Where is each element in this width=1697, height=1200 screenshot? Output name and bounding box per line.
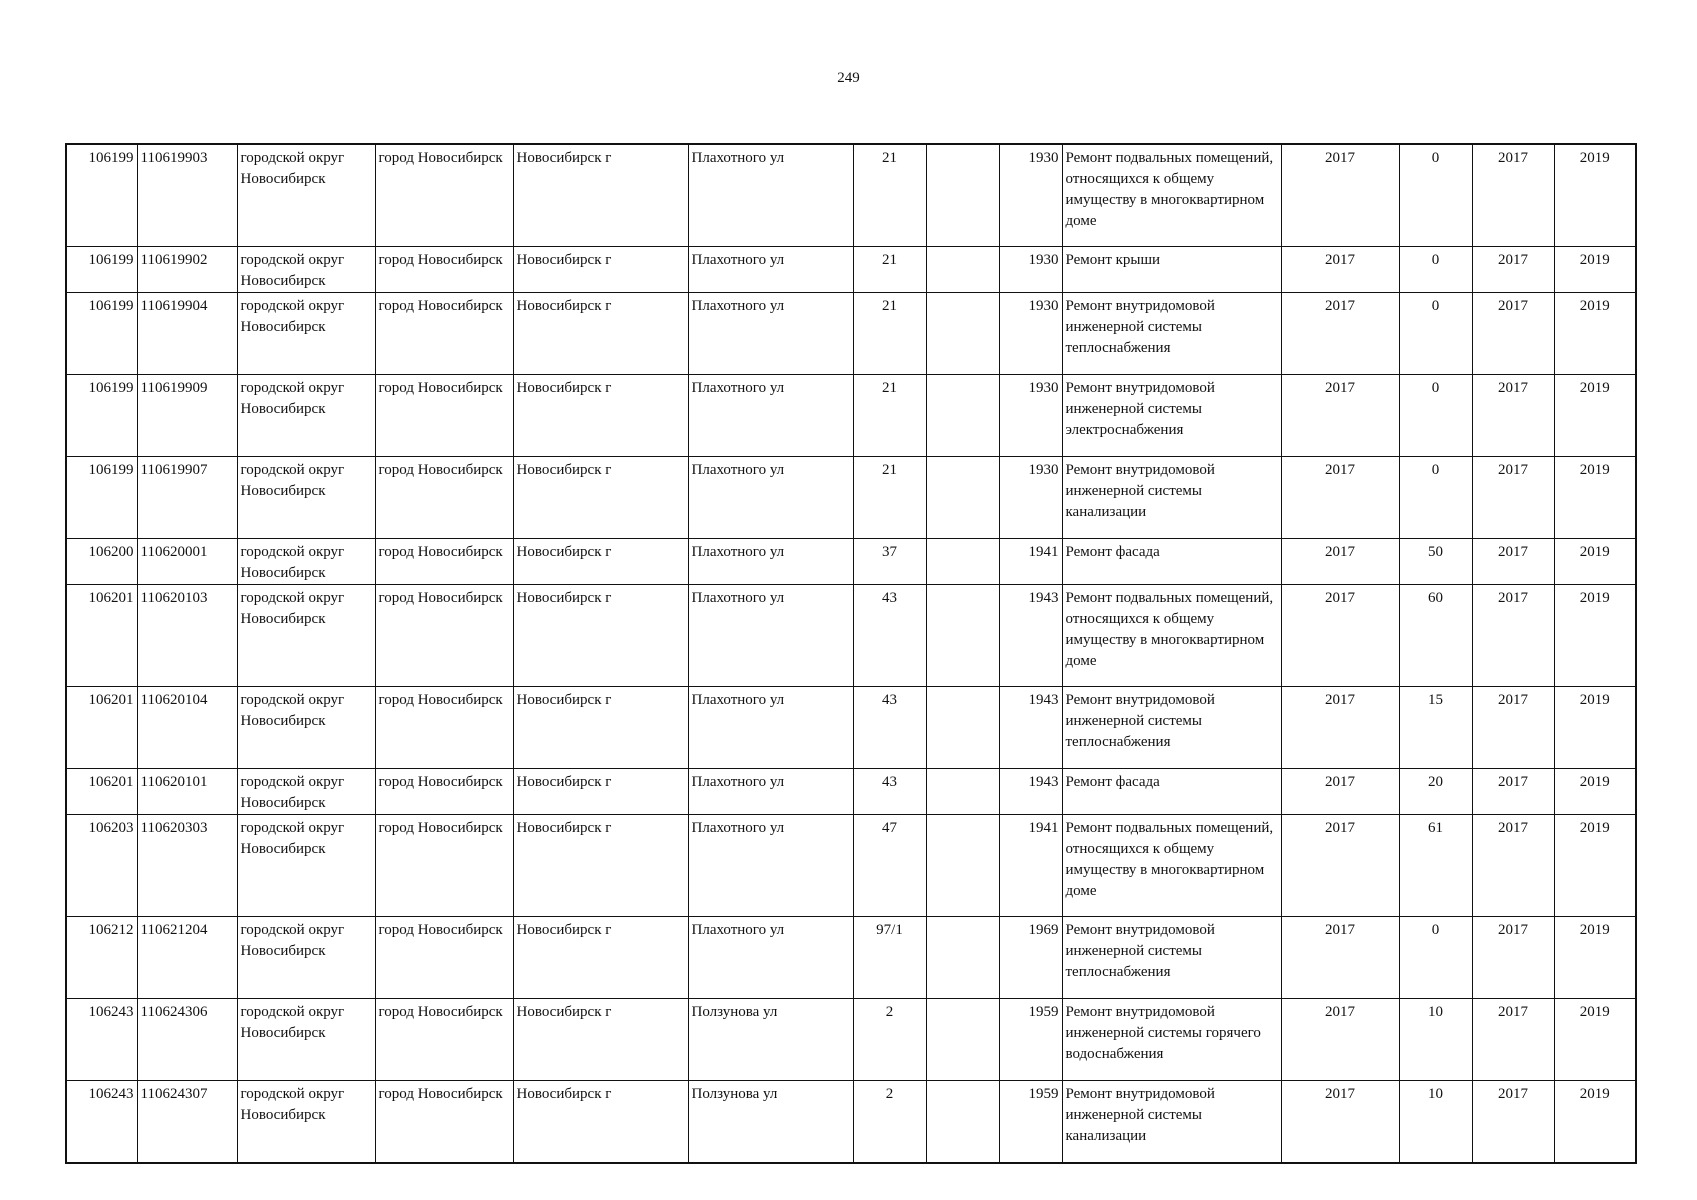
cell-locality: город Новосибирск xyxy=(375,293,513,375)
cell-city: Новосибирск г xyxy=(513,539,688,585)
cell-district: городской округ Новосибирск xyxy=(237,247,375,293)
cell-locality: город Новосибирск xyxy=(375,144,513,247)
cell-code: 110620101 xyxy=(137,769,237,815)
cell-house: 2 xyxy=(853,999,926,1081)
cell-plan-year: 2017 xyxy=(1281,769,1399,815)
cell-street: Плахотного ул xyxy=(688,687,853,769)
cell-end: 2019 xyxy=(1554,815,1636,917)
cell-id: 106200 xyxy=(66,539,137,585)
cell-house: 21 xyxy=(853,457,926,539)
cell-street: Плахотного ул xyxy=(688,144,853,247)
cell-building xyxy=(926,999,999,1081)
cell-end: 2019 xyxy=(1554,1081,1636,1164)
cell-city: Новосибирск г xyxy=(513,917,688,999)
cell-wear: 20 xyxy=(1399,769,1472,815)
cell-year: 1930 xyxy=(999,293,1062,375)
cell-year: 1930 xyxy=(999,247,1062,293)
cell-start: 2017 xyxy=(1472,375,1554,457)
cell-work: Ремонт подвальных помещений, относящихся к общему имуществу в многоквартирном доме xyxy=(1062,585,1281,687)
cell-end: 2019 xyxy=(1554,539,1636,585)
cell-house: 21 xyxy=(853,247,926,293)
cell-street: Плахотного ул xyxy=(688,457,853,539)
cell-wear: 10 xyxy=(1399,1081,1472,1164)
cell-year: 1959 xyxy=(999,999,1062,1081)
cell-work: Ремонт внутридомовой инженерной системы теплоснабжения xyxy=(1062,687,1281,769)
cell-city: Новосибирск г xyxy=(513,1081,688,1164)
table-row xyxy=(66,815,1636,917)
cell-house: 43 xyxy=(853,687,926,769)
cell-code: 110621204 xyxy=(137,917,237,999)
cell-wear: 0 xyxy=(1399,293,1472,375)
cell-house: 43 xyxy=(853,585,926,687)
cell-street: Ползунова ул xyxy=(688,1081,853,1164)
cell-plan-year: 2017 xyxy=(1281,999,1399,1081)
cell-district: городской округ Новосибирск xyxy=(237,769,375,815)
cell-code: 110619903 xyxy=(137,144,237,247)
cell-city: Новосибирск г xyxy=(513,293,688,375)
cell-city: Новосибирск г xyxy=(513,375,688,457)
cell-work: Ремонт фасада xyxy=(1062,769,1281,815)
cell-plan-year: 2017 xyxy=(1281,1081,1399,1164)
cell-street: Плахотного ул xyxy=(688,247,853,293)
cell-wear: 0 xyxy=(1399,247,1472,293)
table-row xyxy=(66,375,1636,457)
cell-wear: 15 xyxy=(1399,687,1472,769)
table-row xyxy=(66,247,1636,293)
cell-wear: 0 xyxy=(1399,457,1472,539)
cell-district: городской округ Новосибирск xyxy=(237,585,375,687)
cell-id: 106201 xyxy=(66,585,137,687)
cell-plan-year: 2017 xyxy=(1281,144,1399,247)
cell-end: 2019 xyxy=(1554,585,1636,687)
cell-year: 1969 xyxy=(999,917,1062,999)
cell-locality: город Новосибирск xyxy=(375,999,513,1081)
cell-id: 106199 xyxy=(66,375,137,457)
cell-work: Ремонт внутридомовой инженерной системы теплоснабжения xyxy=(1062,917,1281,999)
cell-id: 106203 xyxy=(66,815,137,917)
cell-house: 43 xyxy=(853,769,926,815)
cell-locality: город Новосибирск xyxy=(375,1081,513,1164)
cell-start: 2017 xyxy=(1472,293,1554,375)
cell-district: городской округ Новосибирск xyxy=(237,1081,375,1164)
cell-city: Новосибирск г xyxy=(513,457,688,539)
cell-locality: город Новосибирск xyxy=(375,375,513,457)
cell-city: Новосибирск г xyxy=(513,247,688,293)
cell-building xyxy=(926,687,999,769)
cell-house: 21 xyxy=(853,375,926,457)
cell-building xyxy=(926,917,999,999)
cell-building xyxy=(926,457,999,539)
cell-year: 1941 xyxy=(999,815,1062,917)
cell-wear: 0 xyxy=(1399,375,1472,457)
cell-year: 1930 xyxy=(999,457,1062,539)
cell-district: городской округ Новосибирск xyxy=(237,293,375,375)
cell-district: городской округ Новосибирск xyxy=(237,539,375,585)
cell-end: 2019 xyxy=(1554,375,1636,457)
cell-id: 106199 xyxy=(66,247,137,293)
cell-work: Ремонт внутридомовой инженерной системы теплоснабжения xyxy=(1062,293,1281,375)
cell-wear: 60 xyxy=(1399,585,1472,687)
cell-plan-year: 2017 xyxy=(1281,375,1399,457)
cell-building xyxy=(926,247,999,293)
repair-registry-table xyxy=(65,143,1637,1164)
cell-end: 2019 xyxy=(1554,293,1636,375)
cell-id: 106201 xyxy=(66,687,137,769)
cell-building xyxy=(926,293,999,375)
cell-street: Плахотного ул xyxy=(688,585,853,687)
cell-start: 2017 xyxy=(1472,585,1554,687)
cell-street: Плахотного ул xyxy=(688,539,853,585)
cell-work: Ремонт крыши xyxy=(1062,247,1281,293)
cell-city: Новосибирск г xyxy=(513,585,688,687)
cell-building xyxy=(926,1081,999,1164)
cell-start: 2017 xyxy=(1472,687,1554,769)
cell-wear: 50 xyxy=(1399,539,1472,585)
cell-start: 2017 xyxy=(1472,917,1554,999)
cell-city: Новосибирск г xyxy=(513,144,688,247)
table-row xyxy=(66,999,1636,1081)
table-row xyxy=(66,1081,1636,1164)
cell-code: 110620104 xyxy=(137,687,237,769)
cell-id: 106201 xyxy=(66,769,137,815)
cell-plan-year: 2017 xyxy=(1281,293,1399,375)
cell-work: Ремонт подвальных помещений, относящихся к общему имуществу в многоквартирном доме xyxy=(1062,815,1281,917)
cell-locality: город Новосибирск xyxy=(375,585,513,687)
cell-year: 1941 xyxy=(999,539,1062,585)
cell-work: Ремонт внутридомовой инженерной системы горячего водоснабжения xyxy=(1062,999,1281,1081)
cell-plan-year: 2017 xyxy=(1281,815,1399,917)
cell-id: 106243 xyxy=(66,999,137,1081)
page-number: 249 xyxy=(837,70,860,86)
cell-end: 2019 xyxy=(1554,247,1636,293)
cell-plan-year: 2017 xyxy=(1281,457,1399,539)
cell-start: 2017 xyxy=(1472,539,1554,585)
cell-house: 47 xyxy=(853,815,926,917)
cell-locality: город Новосибирск xyxy=(375,815,513,917)
cell-work: Ремонт внутридомовой инженерной системы канализации xyxy=(1062,457,1281,539)
cell-district: городской округ Новосибирск xyxy=(237,144,375,247)
cell-wear: 0 xyxy=(1399,144,1472,247)
cell-code: 110619907 xyxy=(137,457,237,539)
cell-house: 2 xyxy=(853,1081,926,1164)
cell-wear: 0 xyxy=(1399,917,1472,999)
cell-plan-year: 2017 xyxy=(1281,687,1399,769)
cell-id: 106212 xyxy=(66,917,137,999)
cell-work: Ремонт внутридомовой инженерной системы электроснабжения xyxy=(1062,375,1281,457)
cell-city: Новосибирск г xyxy=(513,687,688,769)
cell-house: 21 xyxy=(853,144,926,247)
cell-year: 1943 xyxy=(999,585,1062,687)
cell-street: Плахотного ул xyxy=(688,293,853,375)
cell-locality: город Новосибирск xyxy=(375,457,513,539)
cell-id: 106199 xyxy=(66,293,137,375)
cell-year: 1930 xyxy=(999,144,1062,247)
table-row xyxy=(66,539,1636,585)
cell-work: Ремонт внутридомовой инженерной системы канализации xyxy=(1062,1081,1281,1164)
cell-plan-year: 2017 xyxy=(1281,585,1399,687)
cell-code: 110620303 xyxy=(137,815,237,917)
cell-end: 2019 xyxy=(1554,144,1636,247)
cell-year: 1959 xyxy=(999,1081,1062,1164)
cell-district: городской округ Новосибирск xyxy=(237,457,375,539)
cell-city: Новосибирск г xyxy=(513,999,688,1081)
cell-end: 2019 xyxy=(1554,999,1636,1081)
cell-street: Плахотного ул xyxy=(688,917,853,999)
cell-city: Новосибирск г xyxy=(513,815,688,917)
cell-locality: город Новосибирск xyxy=(375,917,513,999)
cell-building xyxy=(926,585,999,687)
table-row xyxy=(66,687,1636,769)
table-row xyxy=(66,917,1636,999)
cell-plan-year: 2017 xyxy=(1281,917,1399,999)
cell-city: Новосибирск г xyxy=(513,769,688,815)
cell-start: 2017 xyxy=(1472,1081,1554,1164)
cell-start: 2017 xyxy=(1472,144,1554,247)
cell-code: 110624307 xyxy=(137,1081,237,1164)
cell-building xyxy=(926,375,999,457)
cell-district: городской округ Новосибирск xyxy=(237,375,375,457)
cell-district: городской округ Новосибирск xyxy=(237,999,375,1081)
cell-work: Ремонт подвальных помещений, относящихся к общему имуществу в многоквартирном доме xyxy=(1062,144,1281,247)
cell-code: 110619904 xyxy=(137,293,237,375)
cell-building xyxy=(926,769,999,815)
table-row xyxy=(66,585,1636,687)
cell-house: 21 xyxy=(853,293,926,375)
cell-building xyxy=(926,144,999,247)
cell-street: Ползунова ул xyxy=(688,999,853,1081)
cell-code: 110619909 xyxy=(137,375,237,457)
table-row xyxy=(66,144,1636,247)
cell-district: городской округ Новосибирск xyxy=(237,687,375,769)
cell-district: городской округ Новосибирск xyxy=(237,917,375,999)
table-row xyxy=(66,293,1636,375)
cell-work: Ремонт фасада xyxy=(1062,539,1281,585)
cell-start: 2017 xyxy=(1472,457,1554,539)
table-row xyxy=(66,769,1636,815)
cell-year: 1943 xyxy=(999,769,1062,815)
cell-wear: 61 xyxy=(1399,815,1472,917)
cell-start: 2017 xyxy=(1472,247,1554,293)
cell-plan-year: 2017 xyxy=(1281,247,1399,293)
cell-street: Плахотного ул xyxy=(688,769,853,815)
cell-start: 2017 xyxy=(1472,815,1554,917)
cell-code: 110624306 xyxy=(137,999,237,1081)
cell-street: Плахотного ул xyxy=(688,375,853,457)
cell-code: 110619902 xyxy=(137,247,237,293)
cell-plan-year: 2017 xyxy=(1281,539,1399,585)
cell-locality: город Новосибирск xyxy=(375,539,513,585)
cell-code: 110620103 xyxy=(137,585,237,687)
cell-building xyxy=(926,815,999,917)
cell-district: городской округ Новосибирск xyxy=(237,815,375,917)
cell-year: 1930 xyxy=(999,375,1062,457)
cell-start: 2017 xyxy=(1472,769,1554,815)
cell-year: 1943 xyxy=(999,687,1062,769)
cell-id: 106199 xyxy=(66,144,137,247)
cell-id: 106243 xyxy=(66,1081,137,1164)
cell-house: 97/1 xyxy=(853,917,926,999)
cell-locality: город Новосибирск xyxy=(375,247,513,293)
cell-street: Плахотного ул xyxy=(688,815,853,917)
cell-house: 37 xyxy=(853,539,926,585)
table-body xyxy=(66,144,1636,1163)
cell-code: 110620001 xyxy=(137,539,237,585)
cell-end: 2019 xyxy=(1554,917,1636,999)
cell-wear: 10 xyxy=(1399,999,1472,1081)
table-row xyxy=(66,457,1636,539)
cell-building xyxy=(926,539,999,585)
cell-end: 2019 xyxy=(1554,457,1636,539)
cell-id: 106199 xyxy=(66,457,137,539)
cell-locality: город Новосибирск xyxy=(375,687,513,769)
cell-end: 2019 xyxy=(1554,687,1636,769)
cell-start: 2017 xyxy=(1472,999,1554,1081)
cell-locality: город Новосибирск xyxy=(375,769,513,815)
cell-end: 2019 xyxy=(1554,769,1636,815)
